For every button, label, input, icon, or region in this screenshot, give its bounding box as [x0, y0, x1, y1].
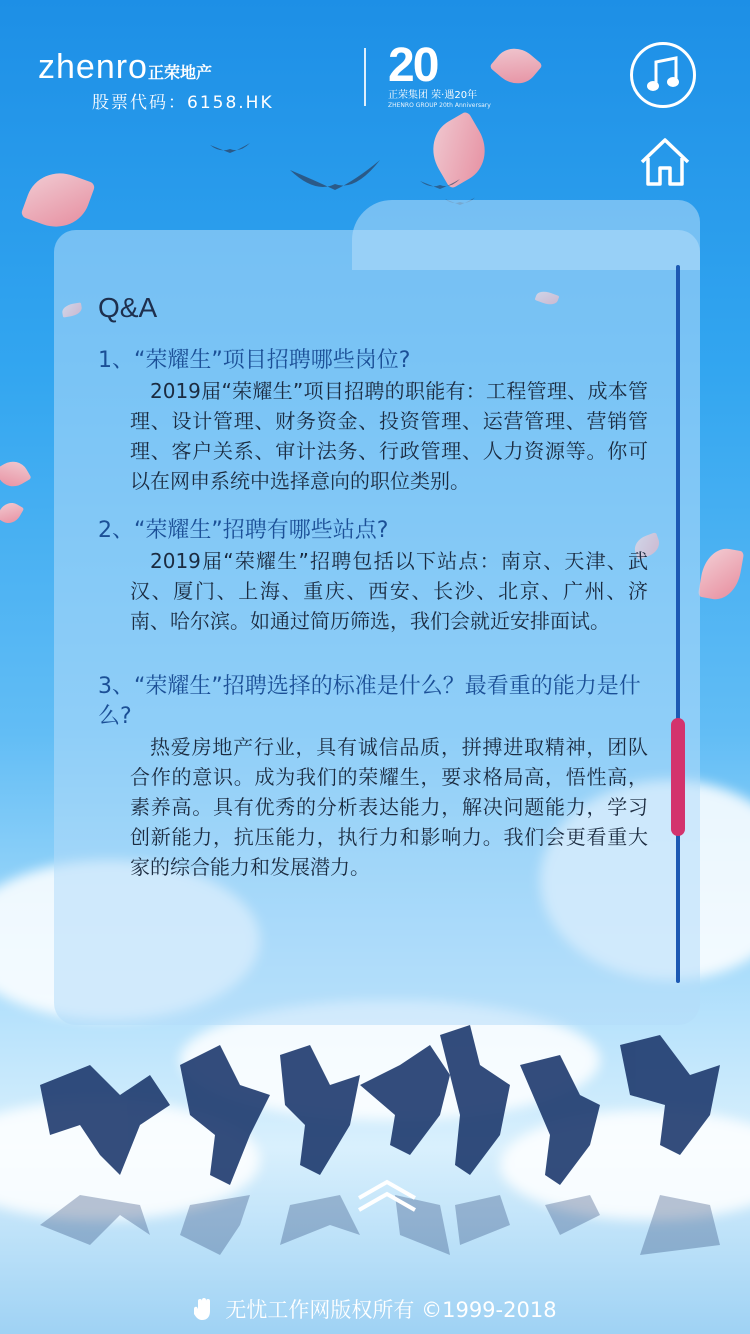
bird — [210, 140, 250, 152]
answer: 2019届“荣耀生”招聘包括以下站点：南京、天津、武汉、厦门、上海、重庆、西安、长沙、北京、广州、济南、哈尔滨。如通过简历筛选，我们会就近安排面试。 — [130, 549, 648, 633]
home-button[interactable] — [638, 136, 692, 188]
music-note-icon — [646, 56, 680, 94]
scrollbar-thumb[interactable] — [671, 718, 685, 836]
qa-item — [98, 672, 648, 882]
qa-title: Q&A — [98, 292, 158, 323]
bird — [290, 160, 380, 194]
petal — [20, 163, 96, 236]
music-button[interactable] — [630, 42, 696, 108]
chevron-up-icon — [355, 1178, 419, 1214]
stock-code: 股票代码：6158.HK — [92, 93, 274, 113]
header-divider — [364, 48, 366, 106]
petal — [489, 39, 543, 92]
anniversary-number: 20 — [388, 39, 438, 92]
question: 2、“荣耀生”招聘有哪些站点? — [98, 518, 389, 543]
petal — [0, 498, 24, 527]
anniversary-cn: 正荣集团 荣·遇20年 — [388, 90, 478, 101]
brand-logo — [38, 48, 212, 87]
petal — [698, 545, 744, 603]
qa-item — [98, 516, 648, 636]
anniversary-badge — [388, 39, 491, 110]
question: 1、“荣耀生”项目招聘哪些岗位? — [98, 348, 411, 373]
footer — [0, 1294, 750, 1326]
answer: 热爱房地产行业，具有诚信品质，拼搏进取精神，团队合作的意识。成为我们的荣耀生，要求格局高，悟性高，素养高。具有优秀的分析表达能力，解决问题能力，学习创新能力，抗压能力，执行力和影响力。我们会更看重大家的综合能力和发展潜力。 — [130, 735, 648, 879]
petal — [0, 456, 32, 493]
bird — [420, 176, 460, 188]
logo-text: zhenro — [38, 48, 148, 86]
qa-content — [98, 290, 648, 902]
hand-icon — [193, 1297, 215, 1326]
answer: 2019届“荣耀生”项目招聘的职能有：工程管理、成本管理、设计管理、财务资金、投资管理、运营管理、营销管理、客户关系、审计法务、行政管理、人力资源等。你可以在网申系统中选择意向的职位类别。 — [130, 379, 648, 493]
home-icon — [638, 136, 692, 188]
scroll-up-button[interactable] — [355, 1178, 419, 1214]
scrollbar-track[interactable] — [676, 265, 680, 983]
copyright-text: 无忧工作网版权所有 ©1999-2018 — [225, 1298, 557, 1322]
qa-item — [98, 346, 648, 496]
question: 3、“荣耀生”招聘选择的标准是什么？最看重的能力是什么? — [98, 674, 641, 729]
anniversary-en: ZHENRO GROUP 20th Anniversary — [388, 102, 491, 109]
logo-cn: 正荣地产 — [147, 63, 212, 82]
